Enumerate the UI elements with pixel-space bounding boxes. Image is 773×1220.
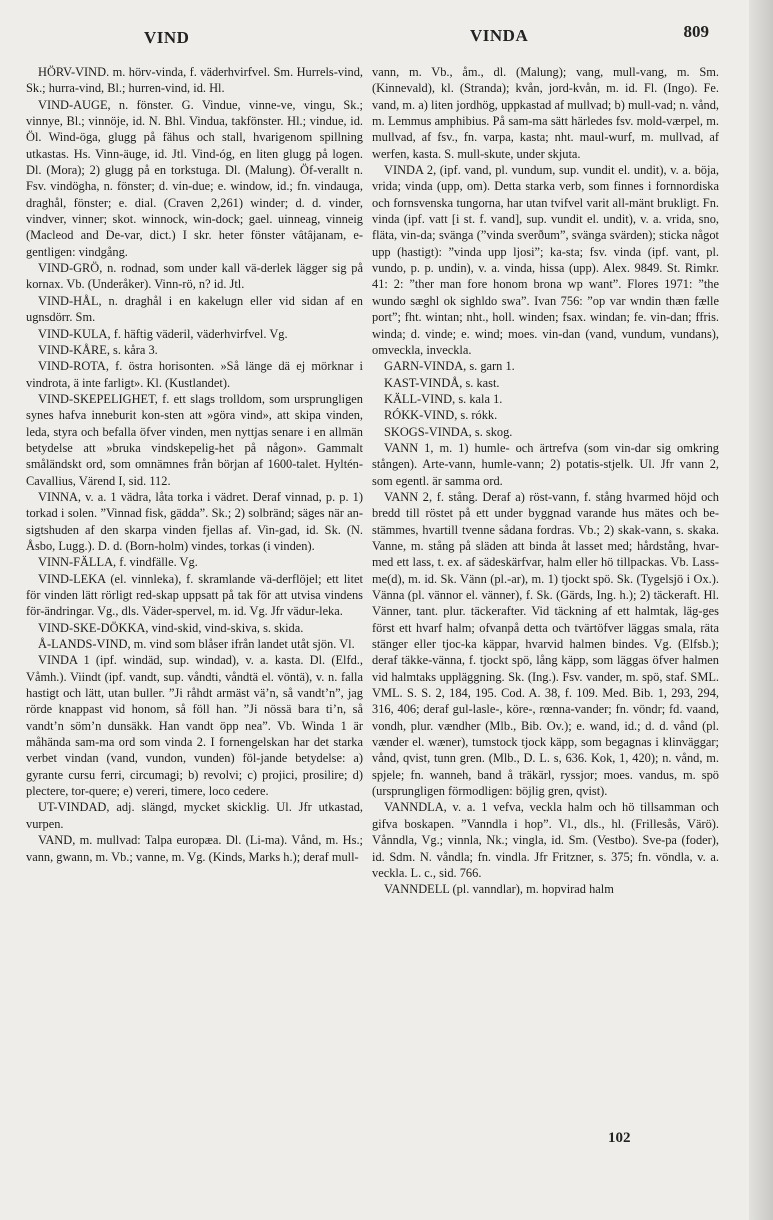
dictionary-entry: VIND-ROTA, f. östra horisonten. »Så länge dä ej mörknar i vindrota, ä inte farligt». Kl. (Kustlandet).: [26, 359, 363, 390]
dictionary-entry: SKOGS-VINDA, s. skog.: [384, 424, 513, 439]
dictionary-entry: UT-VINDAD, adj. slängd, mycket skicklig. Ul. Jfr utkastad, vurpen.: [26, 800, 363, 831]
dictionary-entry: VIND-SKEPELIGHET, f. ett slags trolldom, som ursprungligen synes hafva inneburit kon-sten att »göra vind», att skipa vinden, leda, styra och befalla öfver vinden, men nyttjas senare i en allmän betydelse att »bruka vindskepelig-het på någon». Gammalt småländskt ord, som omnämnes från början af 1600-talet. Hyltén-Cavallius, Värend I, sid. 112.: [26, 391, 363, 488]
dictionary-entry: Å-LANDS-VIND, m. vind som blåser ifrån landet utåt sjön. Vl.: [38, 637, 355, 652]
footer-signature-number: 102: [608, 1130, 631, 1146]
dictionary-entry: vann, m. Vb., åm., dl. (Malung); vang, mull-vang, m. Sm. (Kinnevald), kl. (Stranda); kvån, jord-kvån, m. id. Fl. (Ingo). Fe. vand, m. a) liten jordhög, uppkastad af mullvad; b) mull-vad; n. vånd, m. Lemmus amphibius. På sam-ma sätt härledes fsv. mold-værpel, m. mullvad, af fsv., fn. varpa, kasta; nht. maul-wurf, m. mullvad, af werfen, kasta. S. mull-skute, under skjuta.: [372, 65, 719, 161]
dictionary-entry: RÓKK-VIND, s. rókk.: [384, 408, 498, 423]
page-number: 809: [683, 22, 709, 41]
dictionary-entry: VAND, m. mullvad: Talpa europæa. Dl. (Li-ma). Vånd, m. Hs.; vann, gwann, m. Vb.; vanne, m. Vg. (Kinds, Marks h.); deraf mull-: [26, 833, 363, 864]
dictionary-entry: VIND-AUGE, n. fönster. G. Vindue, vinne-ve, vingu, Sk.; vinnye, Bl.; vinnöje, id. N. Bhl. Vindua, takfönster. Hl.; vindue, id. Öl. Wind-öga, glugg på fähus och stall, hvarigenom spillning utkastas. Hs. Vinn-äuge, id. Jtl. Vind-óg, en liten glugg på logen. Dl. (Mora); 2) glugg på en torkstuga. Dl. (Malung). Öf-verallt n. Fsv. vindögha, n. fönster; d. vin-due; e. window, id.; fn. vindauga, draghål, fönster; e. dial. (Craven 2,261) winder; d. d. vinder, vindver, vinner; skot. winnock, win-dock; gael. uinneag, vinneig (Macleod and De-var, dict.) I skr. heter fönster vâtâjanam, e-gentligen: vindgång.: [26, 97, 363, 259]
dictionary-entry: HÖRV-VIND. m. hörv-vinda, f. väderhvirfvel. Sm. Hurrels-vind, Sk.; hurra-vind, Bl.; hurren-vind, id. Hl.: [26, 65, 363, 96]
left-column: [26, 64, 363, 865]
dictionary-entry: VANN 1, m. 1) humle- och ärtrefva (som vin-dar sig omkring stången). Arte-vann, humle-vann; 2) potatis-stjelk. Ul. Jfr vann 2, som egentl. är samma ord.: [372, 440, 719, 488]
header-center-word: VINDA: [470, 26, 529, 45]
dictionary-entry: VINDA 1 (ipf. windäd, sup. windad), v. a. kasta. Dl. (Elfd., Våmh.). Viindt (ipf. vandt, sup. våndti, våndtä el. vöntä), v. n. falla hastigt och lätt, utan buller. ”Ji råhdt armäst vä’n, så vandt’n”, jag rörde knappast vid honom, så föll han. ”Ji nössä bara ti’n, så vandt’n söm’n dunsäkk. Han vandt öpp nea”. Vb. Winda 1 är måhända sam-ma ord som vinda 2. I fornengelskan har det starka verbet vindan (vand, vundon, vunden) föl-jande betydelse: a) gyrante cursu ferri, circumagi; b) revolvi; c) projici, prosilire; d) plectere, tor-quere; e) vereri, timere, loco cedere.: [26, 653, 363, 799]
dictionary-entry: VINNA, v. a. 1 vädra, låta torka i vädret. Deraf vinnad, p. p. 1) torkad i solen. ”Vinnad fisk, gädda”. Sk.; 2) solbränd; säges när an-sigtshuden af den skarpa vinden fjellas af. Vin-gad, id. Sk. (N. Åsbo, Lugg.). D. d. (Born-holm) vindes, torkas (i vinden).: [26, 489, 363, 553]
header-left-word: VIND: [144, 28, 190, 47]
dictionary-entry: VIND-KULA, f. häftig väderil, väderhvirfvel. Vg.: [38, 326, 288, 341]
dictionary-entry: KAST-VINDÅ, s. kast.: [384, 375, 500, 390]
dictionary-entry: VIND-GRÖ, n. rodnad, som under kall vä-derlek lägger sig på kornax. Vb. (Underåker). Vinn-rö, n? id. Jtl.: [26, 261, 363, 292]
running-header: [40, 22, 709, 52]
dictionary-entry: VINN-FÄLLA, f. vindfälle. Vg.: [38, 555, 198, 570]
book-spine-shadow: [749, 0, 773, 1220]
dictionary-entry: KÄLL-VIND, s. kala 1.: [384, 391, 503, 406]
dictionary-entry: VIND-HÅL, n. draghål i en kakelugn eller vid sidan af en ugnsdörr. Sm.: [26, 293, 363, 325]
dictionary-entry: VANNDLA, v. a. 1 vefva, veckla halm och hö tillsamman och gifva boskapen. ”Vanndla i hop”. Vl., dls., hl. (Frillesås, Värö). Vånndla, Vg.; vinnla, Nk.; vingla, id. Sm. (Vestbo). Sve-pa (foder), id. Sdm. N. våndla; fn. vindla. Jfr Fritzner, s. 375; fn. vöndla, v. a. veckla. L. c., sid. 766.: [372, 800, 719, 880]
dictionary-entry: VIND-SKE-DÖKKA, vind-skid, vind-skiva, s. skida.: [38, 620, 304, 635]
dictionary-entry: GARN-VINDA, s. garn 1.: [384, 359, 515, 374]
dictionary-entry: VANNDELL (pl. vanndlar), m. hopvirad halm: [384, 882, 614, 897]
dictionary-entry: VIND-LEKA (el. vinnleka), f. skramlande vä-derflöjel; ett litet för vinden lätt rörligt red-skap uppsatt på tak för att utvisa vindens för-ändringar. Vg., dls. Väder-spervel, m. id. Vg. Jfr vädur-leka.: [26, 571, 363, 619]
dictionary-entry: VIND-KÅRE, s. kåra 3.: [38, 342, 158, 357]
right-column: [372, 64, 719, 898]
dictionary-entry: VANN 2, f. stång. Deraf a) röst-vann, f. stång hvarmed höjd och bredd till röstet på ett under byggnad varande hus mätes och be-stämmes, hvartill tvenne sådana fordras. Vb.; 2) skak-vann, s. skaka. Vanne, m. stång på släden att binda åt lasset med; hårdstång, hvar-med ett lass, t. ex. af sädeskärfvar, halm eller hö tillpackas. Vb. Lass-me(d), m. id. Sk. Vänn (pl.-ar), m. 1) tjockt spö. Sk. (Tygelsjö i Ox.). Vänna (pl. vännor el. vänner), f. Sk. (Gärds, Ing. h.); 2) täckeraft. Hl. Vänner, tant. plur. täckerafter. Vid täckning af ett halmtak, läg-ges först ett hvarf halm; ofvanpå detta och tvärtöfver läggas smala, räta stänger eller tjoc-ka käppar, hvarvid halmen bindes. Vg. (Elfsb.); deraf täkke-vänna, f. tjockt spö, lång käpp, som läggas öfver halmen vid halmtaks uppläggning. Sk. (Ing.). Fsv. vander, m. spö, staf. SML. VML. S. S. 2, 184, 195. Cod. A. 38, f. 109. Med. Bib. 1, 293, 294, 316, 406; deraf gul-lasle-, köre-, rœnna-vander; fn. vöndr; fd. vaand, vondh, plur. vændher (Mlb., Bib. Ov.); e. wand, id.; d. d. vånd (pl. vænder el. wæner), tumstock tjock käpp, som begagnas i klinväggar; vånd, qvist, tunn gren. (Mlb., D. L. s, 636. Kok, 1, 420); n. vånd, m. spjele; fn. wanneh, band å träkärl, ryssjor; moes. vandus, m. spö (ursprungligen förmodligen: böjlig gren, qvist).: [372, 489, 719, 799]
dictionary-entry: VINDA 2, (ipf. vand, pl. vundum, sup. vundit el. undit), v. a. böja, vrida; vinda (upp, om). Detta starka verb, som finnes i fornnordiska och fornsvenska tungorna, har utan tvifvel varit all-mänt brukligt. Fn. vinda (ipf. vatt [i st. f. vand], sup. vundit el. undit), v. a. vrida, sno, fläta, vin-da; svänga (”vinda sverðum”, svänga svärden); sticka något upp (hastigt): ”vinda upp ljosi”; ka-sta; fsv. vinda (ipf. vant, pl. vundo, p. p. undin), v. a. vinda, hissa (upp). Alex. 9849. St. Rimkr. 41: 2: ”ther man fore honom brona wp want”. Flores 1971: ”the wundo sæghl ok sighldo swa”. Ivan 756: ”op var wndin thæn fælle port”; fht. wintan; nht., holl. winden; fsax. windan; fe. vin-dan; ffris. winda; d. vinde; e. wind; moes. vin-dan (vand, vundum, vundans), omveckla, inveckla.: [372, 163, 719, 357]
